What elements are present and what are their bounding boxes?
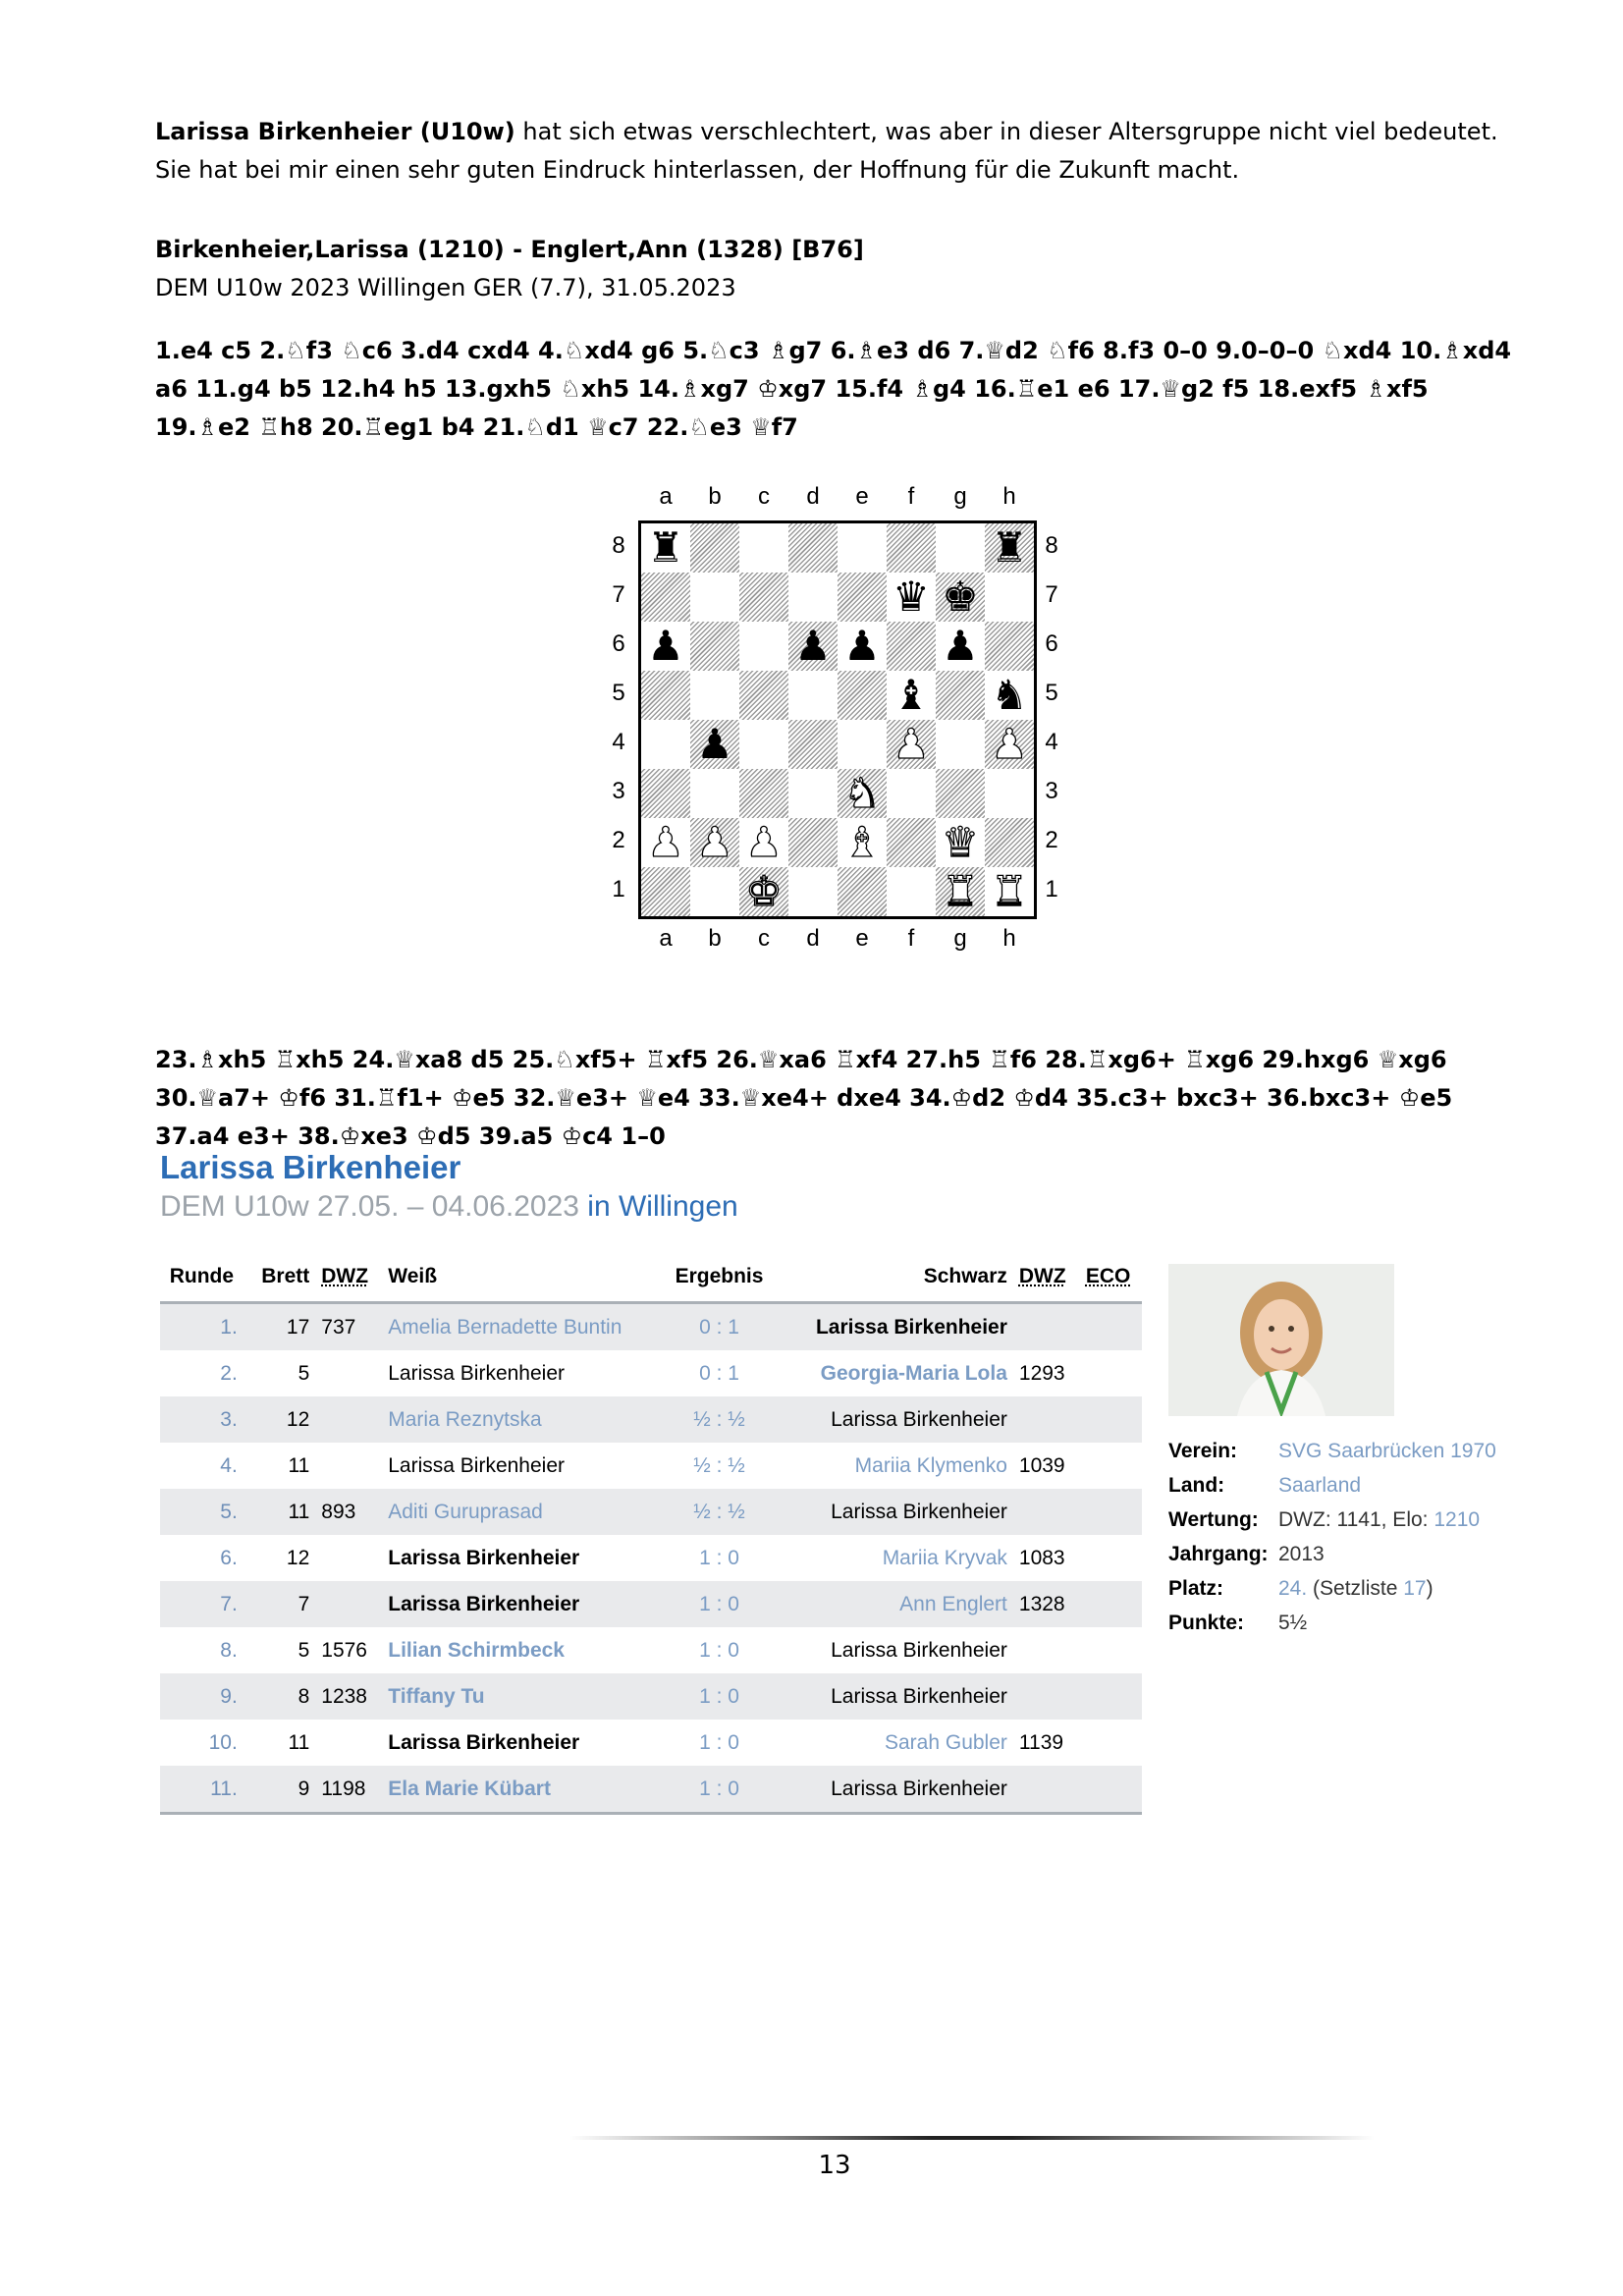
cell-eco	[1080, 1535, 1142, 1581]
cell-white-player[interactable]: Lilian Schirmbeck	[388, 1639, 565, 1662]
cell-runde: 10.	[208, 1731, 238, 1754]
square-b2	[690, 818, 739, 867]
square-h4	[985, 720, 1034, 769]
game-moves-part2: 23.♗xh5 ♖xh5 24.♕xa8 d5 25.♘xf5+ ♖xf5 26.♕xa6 ♖xf4 27.h5 ♖f6 28.♖xg6+ ♖xg6 29.hxg6 ♕xg6 30.♕a7+ ♔f6 31.♖f1+ ♔e5 32.♕e3+ ♕e4 33.♕xe4+ dxe4 34.♔d2 ♔d4 35.c3+ bxc3+ 36.bxc3+ ♔e5 37.a4 e3+ 38.♔xe3 ♔d5 39.a5 ♔c4 1–0	[155, 1046, 1453, 1150]
cell-runde: 8.	[220, 1639, 238, 1662]
col-weiss: Weiß	[382, 1252, 664, 1303]
col-eco[interactable]: ECO	[1080, 1252, 1142, 1303]
square-f5	[887, 671, 936, 720]
cell-dwz-black: 1083	[1018, 1547, 1065, 1569]
results-table	[160, 1252, 1142, 1815]
white-queen-icon: ♛	[942, 818, 979, 866]
cell-white-player: Larissa Birkenheier	[382, 1581, 664, 1627]
square-c7	[739, 573, 788, 622]
table-row	[160, 1535, 1142, 1581]
square-e7	[838, 573, 887, 622]
rank-label-3: 3	[612, 778, 625, 804]
white-pawn-icon: ♟	[745, 818, 783, 866]
file-label-d: d	[806, 483, 820, 510]
cell-black-player: Larissa Birkenheier	[774, 1673, 1012, 1720]
col-schwarz: Schwarz	[774, 1252, 1012, 1303]
square-a3	[641, 769, 690, 818]
square-g5	[936, 671, 985, 720]
white-pawn-icon: ♟	[893, 720, 930, 768]
cell-brett: 12	[243, 1396, 315, 1443]
square-d5	[788, 671, 838, 720]
cell-eco	[1080, 1303, 1142, 1351]
rank-label-1: 1	[612, 876, 625, 902]
info-wertung: Wertung: DWZ: 1141, Elo: 1210	[1168, 1508, 1481, 1531]
cell-runde: 5.	[160, 1489, 243, 1535]
chess-board	[638, 520, 1037, 919]
file-label-g: g	[953, 925, 967, 952]
square-c4	[739, 720, 788, 769]
player-photo	[1168, 1264, 1394, 1416]
square-f4	[887, 720, 936, 769]
cell-runde: 6.	[220, 1547, 238, 1569]
rank-label-7: 7	[1045, 581, 1058, 608]
square-f6	[887, 622, 936, 671]
square-d6	[788, 622, 838, 671]
intro-player-name: Larissa Birkenheier (U10w)	[155, 118, 515, 145]
rank-label-5: 5	[1045, 680, 1058, 706]
rank-label-8: 8	[612, 532, 625, 559]
cell-result[interactable]: 1 : 0	[665, 1673, 775, 1720]
table-row	[160, 1443, 1142, 1489]
square-g6	[936, 622, 985, 671]
table-row	[160, 1720, 1142, 1766]
cell-white-player: Larissa Birkenheier	[388, 1547, 580, 1569]
cell-result[interactable]: 1 : 0	[699, 1731, 739, 1754]
cell-runde: 4.	[220, 1454, 238, 1477]
square-c1	[739, 867, 788, 916]
square-b7	[690, 573, 739, 622]
rank-label-6: 6	[1045, 630, 1058, 657]
square-d1	[788, 867, 838, 916]
cell-dwz-black	[1013, 1303, 1080, 1351]
file-label-d: d	[806, 925, 820, 952]
square-b3	[690, 769, 739, 818]
player-card-subtitle	[160, 1190, 738, 1224]
cell-result[interactable]: 1 : 0	[699, 1547, 739, 1569]
cell-dwz-white: 1576	[321, 1639, 367, 1662]
square-g7	[936, 573, 985, 622]
rank-label-3: 3	[1045, 778, 1058, 804]
file-label-e: e	[855, 483, 869, 510]
cell-brett: 11	[288, 1731, 310, 1754]
cell-brett: 5	[298, 1362, 310, 1385]
cell-result[interactable]: 1 : 0	[665, 1581, 775, 1627]
cell-result[interactable]: ½ : ½	[665, 1396, 775, 1443]
square-h8	[985, 523, 1034, 573]
file-label-a: a	[659, 483, 673, 510]
cell-runde: 7.	[160, 1581, 243, 1627]
square-f7	[887, 573, 936, 622]
cell-white-player[interactable]: Ela Marie Kübart	[382, 1766, 664, 1814]
cell-dwz-black: 1328	[1013, 1581, 1080, 1627]
file-label-a: a	[659, 925, 673, 952]
rank-label-4: 4	[1045, 729, 1058, 755]
cell-white-player: Larissa Birkenheier	[388, 1731, 580, 1754]
cell-black-player: Larissa Birkenheier	[774, 1766, 1012, 1814]
cell-runde: 11.	[160, 1766, 243, 1814]
white-rook-icon: ♜	[942, 867, 979, 915]
black-pawn-icon: ♟	[696, 720, 733, 768]
table-row	[160, 1303, 1142, 1351]
rank-label-2: 2	[1045, 827, 1058, 853]
cell-dwz-black	[1013, 1396, 1080, 1443]
file-label-c: c	[758, 925, 770, 952]
cell-eco	[1080, 1766, 1142, 1814]
intro-paragraph	[155, 113, 1530, 190]
table-row	[160, 1396, 1142, 1443]
cell-dwz-black: 1293	[1018, 1362, 1065, 1385]
results-header-row	[160, 1252, 1142, 1303]
cell-brett: 11	[288, 1454, 310, 1477]
col-runde: Runde	[160, 1252, 243, 1303]
square-c3	[739, 769, 788, 818]
square-h3	[985, 769, 1034, 818]
cell-eco	[1080, 1489, 1142, 1535]
square-f8	[887, 523, 936, 573]
square-g2	[936, 818, 985, 867]
square-d7	[788, 573, 838, 622]
table-row	[160, 1489, 1142, 1535]
square-d3	[788, 769, 838, 818]
cell-brett: 5	[298, 1639, 310, 1662]
cell-eco	[1080, 1350, 1142, 1396]
square-b8	[690, 523, 739, 573]
square-e2	[838, 818, 887, 867]
square-b4	[690, 720, 739, 769]
square-h7	[985, 573, 1034, 622]
rank-label-1: 1	[1045, 876, 1058, 902]
square-b6	[690, 622, 739, 671]
square-d8	[788, 523, 838, 573]
square-g8	[936, 523, 985, 573]
intro-text: hat sich etwas verschlechtert, was aber in dieser Altersgruppe nicht viel bedeutet. Sie hat bei mir einen sehr guten Eindruck hinterlassen, der Hoffnung für die Zukunft macht.	[155, 118, 1498, 184]
results-body	[160, 1303, 1142, 1814]
cell-black-player[interactable]: Georgia-Maria Lola	[820, 1362, 1007, 1385]
square-f1	[887, 867, 936, 916]
cell-white-player[interactable]: Tiffany Tu	[382, 1673, 664, 1720]
cell-dwz-white: 893	[315, 1489, 382, 1535]
square-h1	[985, 867, 1034, 916]
square-a6	[641, 622, 690, 671]
game-event: DEM U10w 2023 Willingen GER (7.7), 31.05.2023	[155, 274, 736, 301]
game-header	[155, 231, 1530, 307]
cell-brett: 7	[243, 1581, 315, 1627]
square-e5	[838, 671, 887, 720]
white-rook-icon: ♜	[991, 867, 1028, 915]
square-e8	[838, 523, 887, 573]
cell-runde: 3.	[160, 1396, 243, 1443]
cell-dwz-black	[1013, 1489, 1080, 1535]
land-link[interactable]: Saarland	[1278, 1474, 1362, 1497]
cell-white-player[interactable]: Maria Reznytska	[382, 1396, 664, 1443]
info-verein: Verein: SVG Saarbrücken 1970	[1168, 1440, 1496, 1462]
white-king-icon: ♚	[745, 867, 783, 915]
square-h2	[985, 818, 1034, 867]
cell-result[interactable]: ½ : ½	[665, 1489, 775, 1535]
cell-result[interactable]: 1 : 0	[699, 1639, 739, 1662]
square-a7	[641, 573, 690, 622]
cell-brett: 12	[286, 1547, 310, 1569]
cell-runde: 2.	[220, 1362, 238, 1385]
cell-dwz-white	[315, 1720, 382, 1766]
cell-dwz-black	[1013, 1766, 1080, 1814]
black-pawn-icon: ♟	[843, 622, 881, 670]
table-row	[160, 1673, 1142, 1720]
square-e6	[838, 622, 887, 671]
cell-black-player[interactable]: Mariia Kryvak	[882, 1547, 1007, 1569]
white-pawn-icon: ♟	[991, 720, 1028, 768]
rank-label-5: 5	[612, 680, 625, 706]
square-h5	[985, 671, 1034, 720]
col-dwz-black[interactable]: DWZ	[1013, 1252, 1080, 1303]
cell-result[interactable]: 0 : 1	[665, 1303, 775, 1351]
cell-brett: 9	[243, 1766, 315, 1814]
rank-label-6: 6	[612, 630, 625, 657]
black-rook-icon: ♜	[991, 523, 1028, 572]
file-label-h: h	[1002, 483, 1016, 510]
square-f2	[887, 818, 936, 867]
file-label-f: f	[907, 483, 915, 510]
square-g4	[936, 720, 985, 769]
black-bishop-icon: ♝	[893, 671, 930, 719]
cell-dwz-white: 1198	[315, 1766, 382, 1814]
cell-eco	[1080, 1720, 1142, 1766]
cell-black-player: Larissa Birkenheier	[774, 1396, 1012, 1443]
black-pawn-icon: ♟	[647, 622, 684, 670]
square-a4	[641, 720, 690, 769]
file-label-c: c	[758, 483, 770, 510]
black-pawn-icon: ♟	[942, 622, 979, 670]
square-h6	[985, 622, 1034, 671]
white-pawn-icon: ♟	[647, 818, 684, 866]
chess-diagram	[599, 481, 1058, 953]
portrait-image	[1168, 1264, 1394, 1416]
table-row	[160, 1627, 1142, 1673]
square-b1	[690, 867, 739, 916]
game-players: Birkenheier,Larissa (1210) - Englert,Ann (1328) [B76]	[155, 236, 864, 263]
file-label-e: e	[855, 925, 869, 952]
cell-white-player: Larissa Birkenheier	[388, 1454, 566, 1477]
file-label-f: f	[907, 925, 915, 952]
square-f3	[887, 769, 936, 818]
square-d4	[788, 720, 838, 769]
square-a8	[641, 523, 690, 573]
square-b5	[690, 671, 739, 720]
cell-result[interactable]: 1 : 0	[665, 1766, 775, 1814]
square-e4	[838, 720, 887, 769]
game-moves-part1: 1.e4 c5 2.♘f3 ♘c6 3.d4 cxd4 4.♘xd4 g6 5.♘c3 ♗g7 6.♗e3 d6 7.♕d2 ♘f6 8.f3 0–0 9.0–0–0 ♘xd4 10.♗xd4 a6 11.g4 b5 12.h4 h5 13.gxh5 ♘xh5 14.♗xg7 ♔xg7 15.f4 ♗g4 16.♖e1 e6 17.♕g2 f5 18.exf5 ♗xf5 19.♗e2 ♖h8 20.♖eg1 b4 21.♘d1 ♕c7 22.♘e3 ♕f7	[155, 337, 1512, 441]
cell-dwz-white: 1238	[315, 1673, 382, 1720]
cell-white-player[interactable]: Amelia Bernadette Buntin	[382, 1303, 664, 1351]
black-knight-icon: ♞	[991, 671, 1028, 719]
cell-eco	[1080, 1443, 1142, 1489]
table-row	[160, 1350, 1142, 1396]
cell-eco	[1080, 1673, 1142, 1720]
setzliste-link[interactable]: 17	[1403, 1577, 1427, 1600]
platz-link[interactable]: 24.	[1278, 1577, 1308, 1600]
square-c2	[739, 818, 788, 867]
footer-rule	[569, 2136, 1375, 2140]
table-row	[160, 1581, 1142, 1627]
cell-dwz-white: 737	[315, 1303, 382, 1351]
rank-label-2: 2	[612, 827, 625, 853]
table-row	[160, 1766, 1142, 1814]
white-bishop-icon: ♝	[843, 818, 881, 866]
rank-label-4: 4	[612, 729, 625, 755]
page-number: 13	[818, 2151, 851, 2180]
white-pawn-icon: ♟	[696, 818, 733, 866]
player-info	[1168, 1434, 1496, 1640]
cell-dwz-white	[315, 1350, 382, 1396]
info-punkte: Punkte: 5½	[1168, 1612, 1308, 1634]
tournament-dates: DEM U10w 27.05. – 04.06.2023	[160, 1190, 579, 1223]
cell-dwz-black	[1013, 1627, 1080, 1673]
cell-eco	[1080, 1396, 1142, 1443]
cell-result[interactable]: ½ : ½	[693, 1454, 745, 1477]
verein-link[interactable]: SVG Saarbrücken 1970	[1278, 1440, 1496, 1462]
black-king-icon: ♚	[942, 573, 979, 621]
black-pawn-icon: ♟	[794, 622, 832, 670]
square-e3	[838, 769, 887, 818]
square-c5	[739, 671, 788, 720]
cell-black-player: Larissa Birkenheier	[774, 1489, 1012, 1535]
file-label-b: b	[708, 925, 722, 952]
black-queen-icon: ♛	[893, 573, 930, 621]
cell-white-player[interactable]: Aditi Guruprasad	[382, 1489, 664, 1535]
square-c8	[739, 523, 788, 573]
cell-dwz-black: 1139	[1018, 1731, 1064, 1754]
cell-black-player[interactable]: Mariia Klymenko	[854, 1454, 1007, 1477]
square-g3	[936, 769, 985, 818]
cell-brett: 17	[243, 1303, 315, 1351]
cell-runde: 9.	[160, 1673, 243, 1720]
info-land: Land: Saarland	[1168, 1474, 1362, 1497]
file-label-h: h	[1002, 925, 1016, 952]
square-d2	[788, 818, 838, 867]
cell-dwz-white	[315, 1581, 382, 1627]
square-e1	[838, 867, 887, 916]
cell-eco	[1080, 1581, 1142, 1627]
tournament-location-link[interactable]: in Willingen	[587, 1190, 738, 1223]
rank-label-7: 7	[612, 581, 625, 608]
cell-dwz-black	[1013, 1673, 1080, 1720]
cell-result[interactable]: 0 : 1	[699, 1362, 739, 1385]
square-a2	[641, 818, 690, 867]
square-c6	[739, 622, 788, 671]
cell-dwz-black: 1039	[1018, 1454, 1065, 1477]
cell-black-player: Larissa Birkenheier	[831, 1639, 1007, 1662]
white-knight-icon: ♞	[843, 769, 881, 817]
square-g1	[936, 867, 985, 916]
elo-link[interactable]: 1210	[1434, 1508, 1481, 1531]
black-rook-icon: ♜	[647, 523, 684, 572]
col-dwz-white[interactable]: DWZ	[315, 1252, 382, 1303]
col-ergebnis: Ergebnis	[665, 1252, 775, 1303]
file-label-b: b	[708, 483, 722, 510]
cell-dwz-white	[315, 1396, 382, 1443]
cell-black-player[interactable]: Sarah Gubler	[884, 1731, 1007, 1754]
info-jahrgang: Jahrgang: 2013	[1168, 1543, 1325, 1565]
rank-label-8: 8	[1045, 532, 1058, 559]
cell-white-player: Larissa Birkenheier	[388, 1362, 566, 1385]
cell-black-player[interactable]: Ann Englert	[774, 1581, 1012, 1627]
cell-dwz-white	[315, 1443, 382, 1489]
square-a1	[641, 867, 690, 916]
player-card-title: Larissa Birkenheier	[160, 1149, 461, 1185]
cell-runde: 1.	[160, 1303, 243, 1351]
square-a5	[641, 671, 690, 720]
file-label-g: g	[953, 483, 967, 510]
cell-brett: 11	[243, 1489, 315, 1535]
cell-brett: 8	[243, 1673, 315, 1720]
info-platz: Platz: 24. (Setzliste 17)	[1168, 1577, 1434, 1600]
cell-eco	[1080, 1627, 1142, 1673]
cell-dwz-white	[315, 1535, 382, 1581]
col-brett: Brett	[243, 1252, 315, 1303]
cell-black-player: Larissa Birkenheier	[774, 1303, 1012, 1351]
